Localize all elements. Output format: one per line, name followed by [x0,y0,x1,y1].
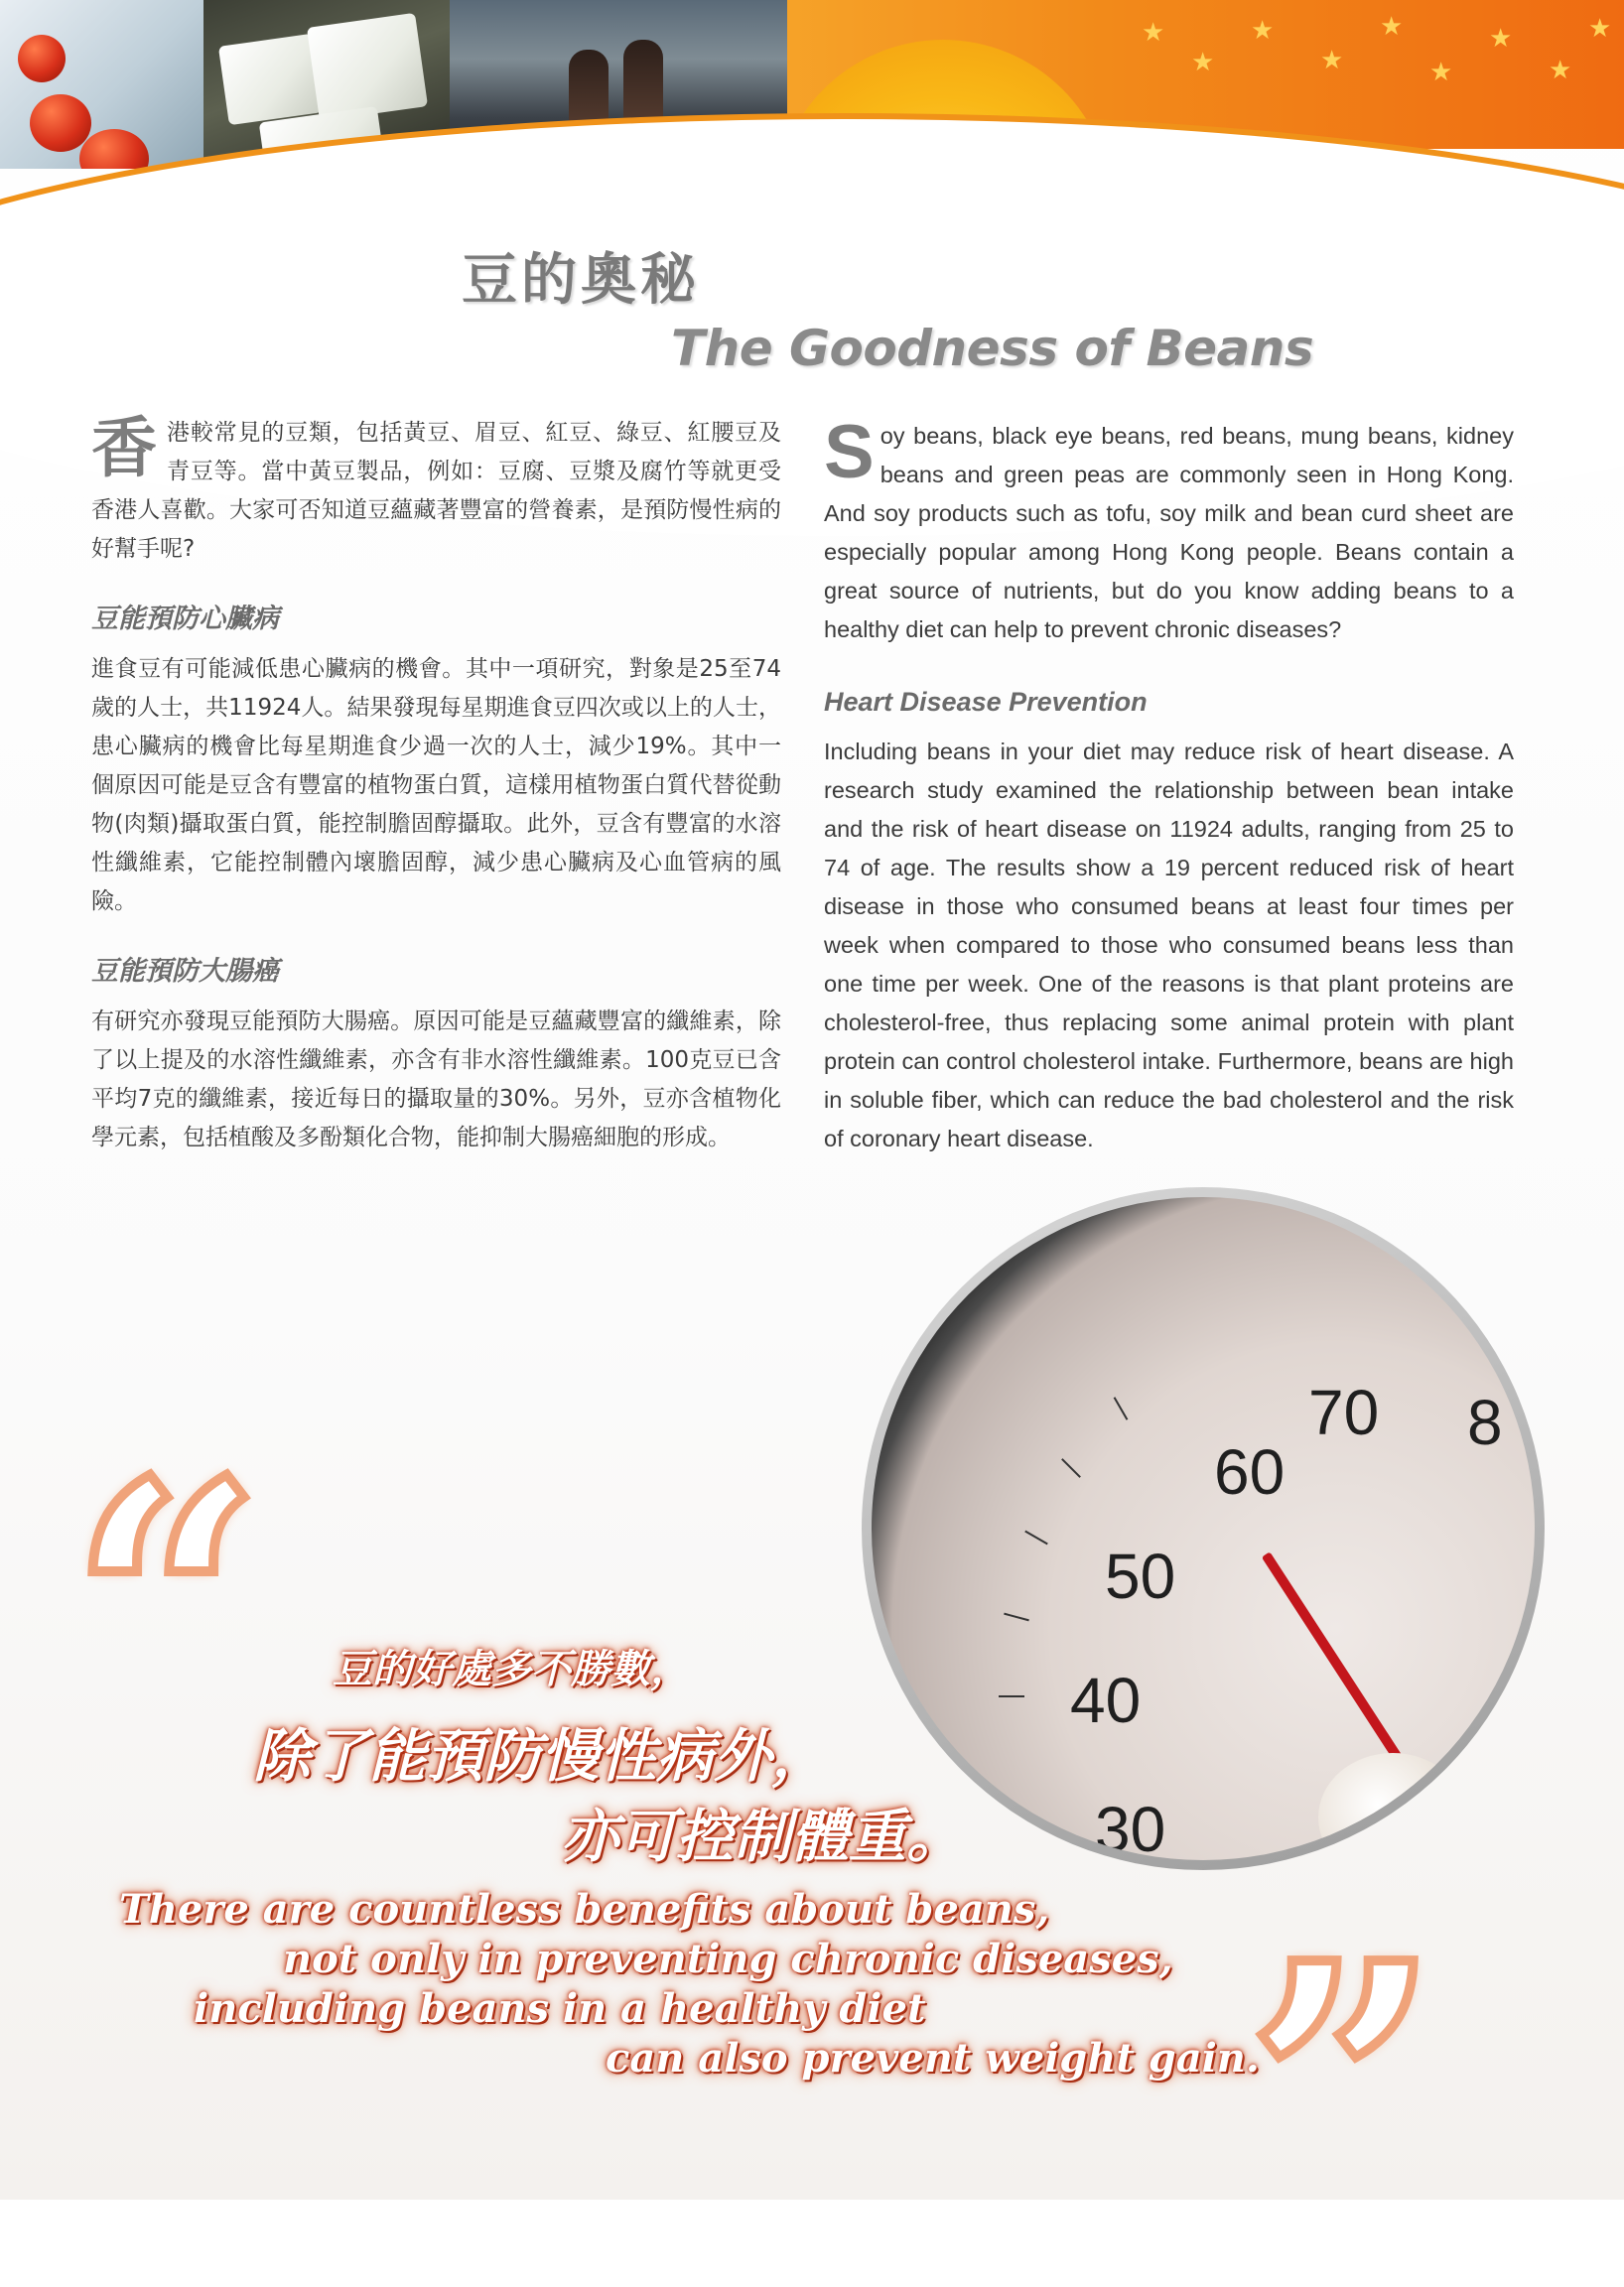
heart-body-zh: 進食豆有可能減低患心臟病的機會。其中一項研究，對象是25至74歲的人士，共11924人。結果發現每星期進食豆四次或以上的人士，患心臟病的機會比每星期進食少過一次的人士，減少19%。其中一個原因可能是豆含有豐富的植物蛋白質，這樣用植物蛋白質代替從動物(肉類)攝取蛋白質，能控制膽固醇攝取。此外，豆含有豐富的水溶性纖維素，它能控制體內壞膽固醇，減少患心臟病及心血管病的風險。 [91,656,781,914]
star-icon: ★ [1489,24,1513,54]
intro-text-zh: 港較常見的豆類，包括黃豆、眉豆、紅豆、綠豆、紅腰豆及青豆等。當中黃豆製品，例如：豆腐、豆漿及腐竹等就更受香港人喜歡。大家可否知道豆蘊藏著豐富的營養素，是預防慢性病的好幫手呢? [91,420,781,562]
colon-body-zh: 有研究亦發現豆能預防大腸癌。原因可能是豆蘊藏豐富的纖維素，除了以上提及的水溶性纖維素，亦含有非水溶性纖維素。100克豆已含平均7克的纖維素，接近每日的攝取量的30%。另外，豆亦含植物化學元素，包括植酸及多酚類化合物，能抑制大腸癌細胞的形成。 [91,1009,781,1150]
dial-tick [1024,1531,1048,1546]
star-icon: ★ [1191,48,1215,77]
dial-number: 70 [1308,1377,1380,1448]
intro-text-en: oy beans, black eye beans, red beans, mung beans, kidney beans and green peas are commonly seen in Hong Kong. And soy products such as tofu, soy milk and bean curd sheet are especially popular among Hong Kong people. Beans contain a great source of nutrients, but do you know adding beans to a healthy diet can help to prevent chronic diseases? [824,423,1514,642]
dial-number: 8 [1467,1387,1503,1458]
dial-number: 60 [1214,1436,1286,1508]
close-quote-icon: ” [1246,1891,1440,2287]
english-column [824,410,1514,1158]
star-icon: ★ [1251,16,1275,46]
heart-body-en: Including beans in your diet may reduce risk of heart disease. A research study examined the relationship between bean intake and the risk of heart disease on 11924 adults, ranging from 25 to 74 of age. The results show a 19 percent reduced risk of heart disease in those who consumed beans at least four times per week when compared to those who consumed beans less than one time per week. One of the reasons is that plant proteins are cholesterol-free, thus replacing some animal protein with plant protein can control cholesterol intake. Furthermore, beans are high in soluble fiber, which can reduce the bad cholesterol and the risk of coronary heart disease. [824,739,1514,1151]
dial-tick [999,1695,1024,1697]
scale-dial [872,1197,1535,1860]
dial-number: 30 [1095,1794,1166,1860]
star-icon: ★ [1549,56,1572,85]
scale-needle [1262,1551,1411,1774]
dial-tick [1114,1397,1129,1420]
quote-zh-line: 豆的好處多不勝數， [333,1646,690,1692]
tomato-icon [30,94,91,152]
tofu-icon [218,34,323,125]
quote-en-line: not only in preventing chronic diseases, [283,1936,1173,1982]
star-icon: ★ [1380,12,1404,42]
dial-number: 50 [1105,1541,1176,1612]
star-icon: ★ [1588,14,1612,44]
dial-tick [1061,1458,1081,1478]
scale-photo [862,1187,1545,1870]
colon-heading-zh: 豆能預防大腸癌 [91,956,279,987]
chinese-column [91,410,781,1157]
star-icon: ★ [1142,18,1165,48]
quote-en-line: There are countless benefits about beans, [119,1886,1050,1933]
open-quote-icon: “ [69,1410,264,1806]
dial-tick [1004,1613,1029,1622]
dropcap-en: S [824,410,875,494]
header-banner [0,0,1624,298]
tomato-icon [18,35,66,82]
quote-en-line: including beans in a healthy diet [194,1985,926,2032]
intro-paragraph-zh [91,410,781,569]
tomato-icon [79,129,149,169]
quote-zh-line: 除了能預防慢性病外， [253,1722,830,1790]
dropcap-zh: 香 [91,410,157,486]
tomato-photo [0,0,203,169]
star-icon: ★ [1429,58,1453,87]
page-title-en: The Goodness of Beans [671,320,1314,377]
tofu-icon [307,13,428,121]
star-icon: ★ [1320,46,1344,75]
dial-number: 40 [1070,1665,1142,1736]
heart-heading-zh: 豆能預防心臟病 [91,604,279,634]
heart-heading-en: Heart Disease Prevention [824,687,1148,717]
needle-hub [1318,1753,1467,1860]
quote-en-line: can also prevent weight gain. [606,2035,1260,2082]
page-title-zh: 豆的奧秘 [462,248,700,313]
quote-zh-line: 亦可控制體重。 [561,1803,965,1870]
intro-paragraph-en [824,410,1514,649]
